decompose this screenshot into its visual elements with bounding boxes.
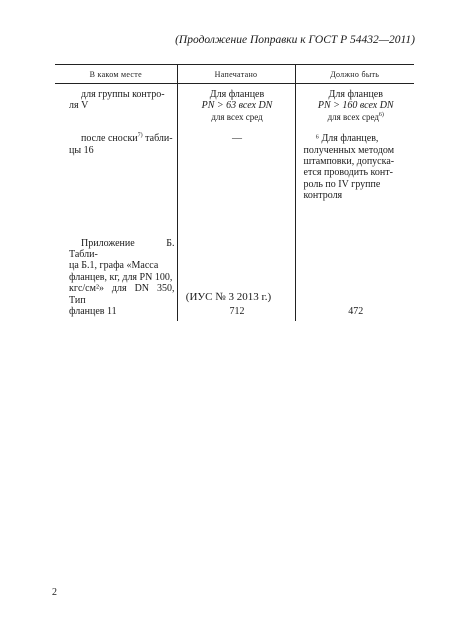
text-line: Приложение Б. Табли-: [69, 237, 175, 261]
page-number: 2: [52, 587, 57, 598]
cell-where: [55, 238, 177, 321]
text-line: роль по IV группе: [303, 178, 381, 190]
text-line: для всех сред: [211, 111, 263, 122]
text-line: для группы контро-: [81, 89, 165, 100]
cell-where: [55, 84, 177, 124]
text-line: цы 16: [69, 144, 94, 156]
text-line: Для фланцев: [328, 89, 383, 100]
text-line: ется проводить конт-: [303, 167, 393, 179]
text-line: ля V: [69, 100, 89, 112]
table-header-row: [55, 65, 414, 84]
spacer-cell: [177, 123, 295, 133]
footnote-ref: 6): [378, 111, 384, 118]
text-line: штамповки, допуска-: [303, 156, 395, 168]
value-should-be: 472: [348, 306, 364, 318]
text-line: PN > 63 всех DN: [201, 100, 273, 112]
spacer-row: [55, 202, 414, 238]
cell-should-be: [295, 238, 414, 321]
cell-where: [55, 133, 177, 201]
source-note: (ИУС № 3 2013 г.): [185, 291, 272, 303]
correction-table-wrap: [55, 64, 414, 321]
cell-printed: [177, 238, 295, 321]
spacer-cell: [295, 202, 414, 238]
cell-should-be: [295, 133, 414, 201]
text-line: контроля: [303, 190, 343, 202]
spacer-cell: [177, 202, 295, 238]
cell-printed: [177, 84, 295, 124]
cell-should-be: [295, 84, 414, 124]
text-fragment: табли-: [142, 133, 173, 145]
spacer-cell: [55, 202, 177, 238]
text-line: Для фланцев: [209, 89, 265, 100]
column-header-where: В каком месте: [55, 65, 177, 84]
spacer-row: [55, 123, 414, 133]
correction-table: [55, 64, 414, 321]
text-line: фланцев 11: [69, 306, 117, 318]
text-line: [69, 133, 175, 144]
table-row: [55, 238, 414, 321]
cell-printed: [177, 133, 295, 201]
header-note: (Продолжение Поправки к ГОСТ Р 54432—2011): [175, 34, 415, 46]
spacer-cell: [295, 123, 414, 133]
text-line: фланцев, кг, для PN 100,: [69, 271, 173, 283]
spacer-cell: [55, 123, 177, 133]
text-line: ⁶ Для фланцев,: [315, 133, 379, 145]
table-row: [55, 84, 414, 124]
footnote-ref: 7): [137, 132, 143, 139]
column-header-printed: Напечатано: [177, 65, 295, 84]
text-fragment: для всех сред: [327, 111, 379, 122]
table-row: [55, 133, 414, 201]
text-line: [300, 112, 413, 123]
column-header-should-be: Должно быть: [295, 65, 414, 84]
text-fragment: после сноски: [81, 133, 138, 145]
text-line: полученных методом: [303, 144, 395, 156]
value-printed: 712: [229, 306, 245, 318]
dash-value: —: [232, 133, 242, 145]
text-line: кгс/см²» для DN 350, Тип: [69, 283, 175, 306]
text-line: PN > 160 всех DN: [317, 100, 394, 112]
text-line: ца Б.1, графа «Масса: [69, 260, 159, 272]
